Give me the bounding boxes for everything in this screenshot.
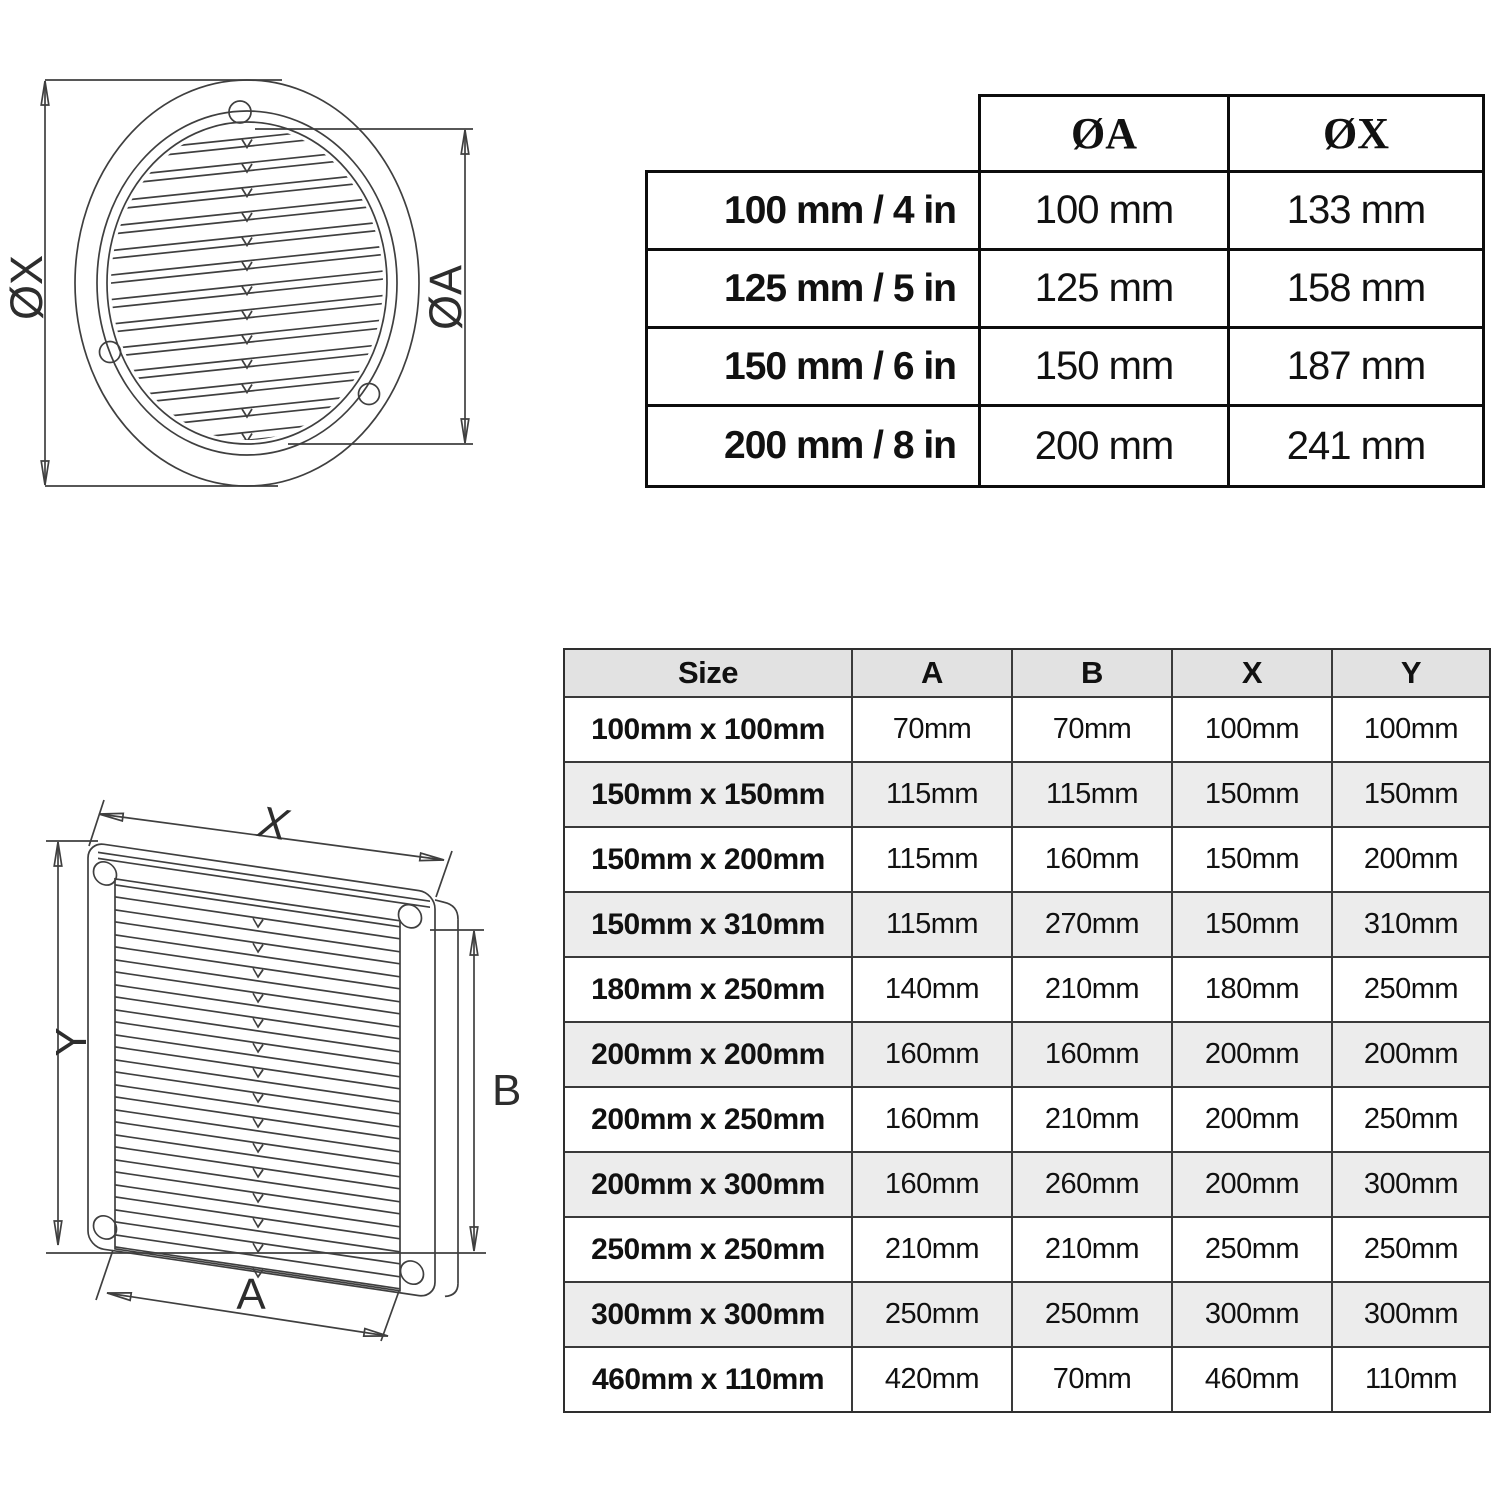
b-cell: 70mm — [1013, 1348, 1173, 1411]
column-header-x: X — [1173, 650, 1333, 696]
a-cell: 140mm — [853, 958, 1013, 1021]
screw-hole — [401, 1259, 424, 1285]
x-cell: 150mm — [1173, 893, 1333, 956]
x-cell: 250mm — [1173, 1218, 1333, 1281]
dimension-outer-diameter — [1, 80, 282, 486]
size-cell: 150mm x 150mm — [565, 763, 853, 826]
square-grille-size-table — [563, 648, 1491, 1413]
column-header-b: B — [1013, 650, 1173, 696]
y-cell: 300mm — [1363, 1298, 1459, 1330]
size-cell: 180mm x 250mm — [565, 958, 853, 1021]
size-cell: 200mm x 250mm — [565, 1088, 853, 1151]
table-row — [565, 1281, 1489, 1346]
round-table-body — [645, 170, 1485, 488]
x-cell: 200mm — [1173, 1153, 1333, 1216]
oa-value-cell: 100 mm — [981, 173, 1230, 251]
oa-value-cell: 125 mm — [981, 251, 1230, 329]
ox-value-cell: 241 mm — [1286, 423, 1426, 468]
x-cell: 180mm — [1173, 958, 1333, 1021]
table-row — [565, 1346, 1489, 1411]
a-cell: 160mm — [853, 1023, 1013, 1086]
b-cell: 115mm — [1013, 763, 1173, 826]
round-table-header-row — [978, 94, 1485, 173]
b-cell: 210mm — [1013, 1218, 1173, 1281]
x-cell: 100mm — [1173, 698, 1333, 761]
y-cell: 100mm — [1363, 713, 1459, 745]
a-cell: 250mm — [853, 1283, 1013, 1346]
y-cell: 250mm — [1363, 1103, 1459, 1135]
dimension-x — [89, 797, 452, 897]
b-cell: 160mm — [1013, 828, 1173, 891]
column-header-ox: ØX — [1323, 109, 1389, 158]
table-header-row — [565, 650, 1489, 696]
y-cell: 200mm — [1363, 843, 1459, 875]
table-row — [565, 1151, 1489, 1216]
y-cell: 250mm — [1363, 1233, 1459, 1265]
dimension-b — [430, 930, 521, 1251]
dim-label-b: B — [492, 1066, 522, 1115]
y-cell: 300mm — [1363, 1168, 1459, 1200]
ox-value-cell: 158 mm — [1230, 251, 1482, 329]
square-louver-slats — [115, 885, 400, 1298]
dim-label-a: A — [236, 1270, 266, 1319]
a-cell: 160mm — [853, 1153, 1013, 1216]
table-row — [565, 956, 1489, 1021]
dimension-a — [96, 1250, 399, 1341]
table-row — [565, 826, 1489, 891]
x-cell: 200mm — [1173, 1088, 1333, 1151]
size-cell: 200mm x 300mm — [565, 1153, 853, 1216]
round-grille-body — [75, 80, 419, 486]
y-cell: 310mm — [1363, 908, 1459, 940]
ox-value-cell: 187 mm — [1230, 329, 1482, 407]
round-grille-drawing — [0, 40, 540, 540]
table-row — [565, 696, 1489, 761]
column-header-oa: ØA — [981, 97, 1230, 170]
oa-value-cell: 150 mm — [981, 329, 1230, 407]
dim-label-inner: ØA — [420, 264, 471, 330]
b-cell: 160mm — [1013, 1023, 1173, 1086]
a-cell: 70mm — [853, 698, 1013, 761]
size-cell: 250mm x 250mm — [565, 1218, 853, 1281]
y-cell: 250mm — [1363, 973, 1459, 1005]
size-label-cell: 200 mm / 8 in — [648, 407, 981, 485]
table-row — [565, 1086, 1489, 1151]
a-cell: 210mm — [853, 1218, 1013, 1281]
column-header-size: Size — [565, 650, 853, 696]
b-cell: 70mm — [1013, 698, 1173, 761]
b-cell: 270mm — [1013, 893, 1173, 956]
size-label-cell: 150 mm / 6 in — [648, 329, 981, 407]
dim-label-x: X — [254, 797, 292, 851]
screw-hole — [399, 903, 422, 929]
size-cell: 200mm x 200mm — [565, 1023, 853, 1086]
dim-label-y: Y — [47, 1027, 96, 1057]
b-cell: 210mm — [1013, 958, 1173, 1021]
x-cell: 200mm — [1173, 1023, 1333, 1086]
column-header-a: A — [853, 650, 1013, 696]
y-cell: 110mm — [1364, 1363, 1458, 1395]
size-label-cell: 125 mm / 5 in — [648, 251, 981, 329]
dimension-y — [46, 841, 486, 1253]
a-cell: 115mm — [853, 828, 1013, 891]
table-row — [565, 1216, 1489, 1281]
a-cell: 115mm — [853, 763, 1013, 826]
x-cell: 150mm — [1173, 763, 1333, 826]
dim-label-outer: ØX — [1, 254, 52, 320]
screw-hole — [94, 860, 117, 886]
square-grille-body — [88, 842, 458, 1306]
ox-value-cell: 133 mm — [1230, 173, 1482, 251]
round-grille-size-table — [645, 94, 1485, 488]
a-cell: 115mm — [853, 893, 1013, 956]
screw-hole — [94, 1214, 117, 1240]
a-cell: 420mm — [853, 1348, 1013, 1411]
oa-value-cell: 200 mm — [981, 407, 1230, 485]
y-cell: 200mm — [1363, 1038, 1459, 1070]
size-cell: 150mm x 310mm — [565, 893, 853, 956]
column-header-y: Y — [1400, 655, 1422, 690]
a-cell: 160mm — [853, 1088, 1013, 1151]
square-grille-drawing — [20, 780, 540, 1360]
b-cell: 260mm — [1013, 1153, 1173, 1216]
size-cell: 100mm x 100mm — [565, 698, 853, 761]
size-cell: 150mm x 200mm — [565, 828, 853, 891]
table-row — [565, 891, 1489, 956]
x-cell: 460mm — [1173, 1348, 1333, 1411]
y-cell: 150mm — [1363, 778, 1459, 810]
x-cell: 150mm — [1173, 828, 1333, 891]
b-cell: 250mm — [1013, 1283, 1173, 1346]
table-row — [565, 761, 1489, 826]
x-cell: 300mm — [1173, 1283, 1333, 1346]
size-label-cell: 100 mm / 4 in — [648, 173, 981, 251]
size-cell: 300mm x 300mm — [565, 1283, 853, 1346]
size-cell: 460mm x 110mm — [565, 1348, 853, 1411]
table-row — [565, 1021, 1489, 1086]
b-cell: 210mm — [1013, 1088, 1173, 1151]
